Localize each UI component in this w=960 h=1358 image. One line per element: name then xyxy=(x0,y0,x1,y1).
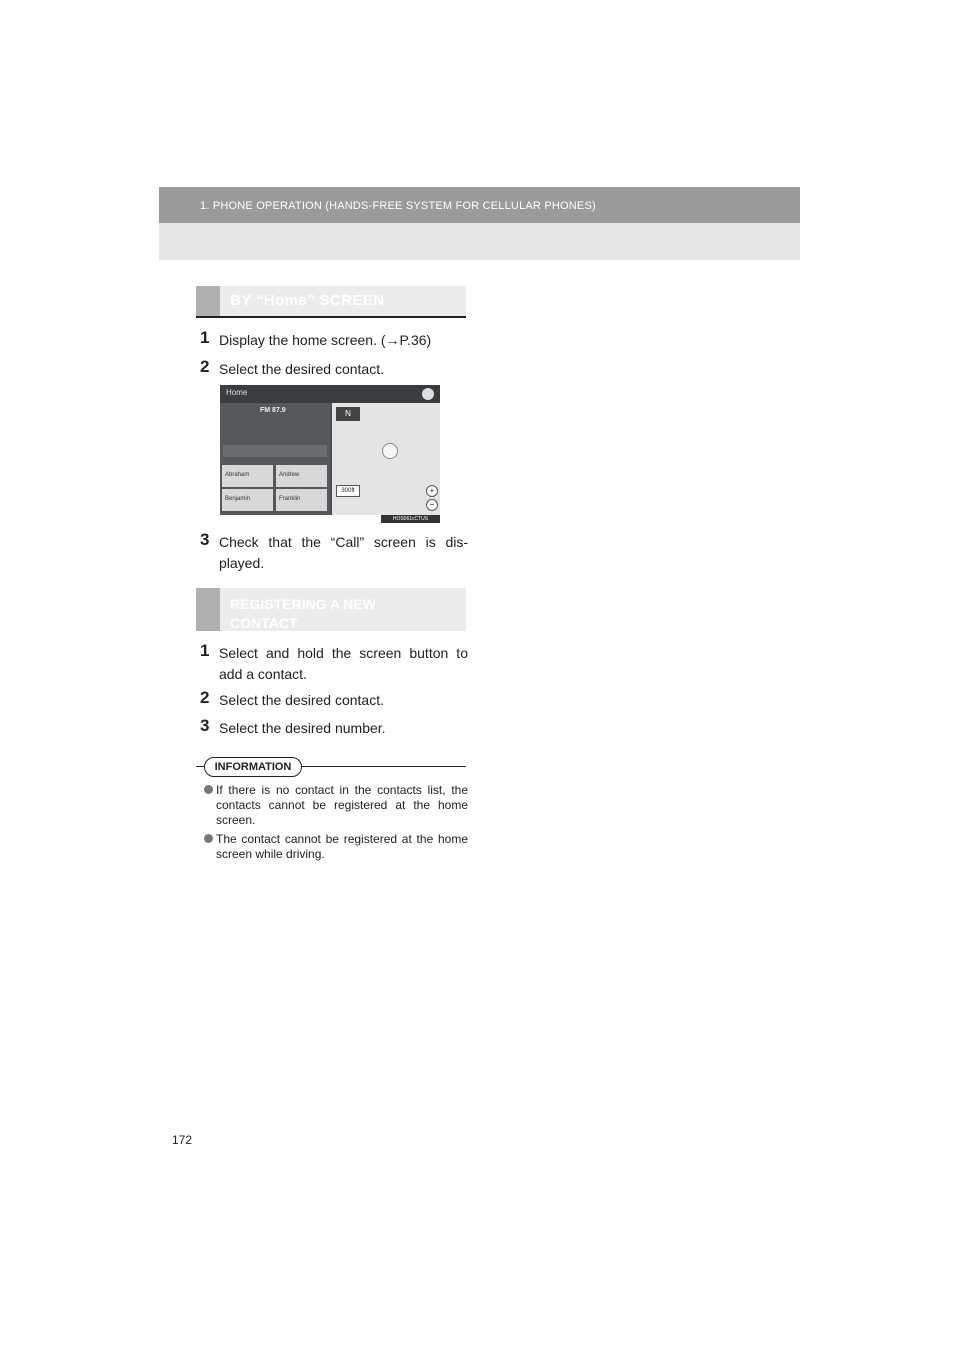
map-scale: 300ft xyxy=(336,485,360,497)
contact-button-andrew xyxy=(276,465,327,487)
contact-label: Franklin xyxy=(279,496,301,502)
page-number: 172 xyxy=(172,1133,193,1147)
map-panel xyxy=(332,403,440,515)
information-label: INFORMATION xyxy=(204,757,302,777)
section-heading-register-contact xyxy=(196,588,466,631)
home-screen-screenshot xyxy=(220,385,440,515)
section-tab xyxy=(196,588,220,631)
step-number: 3 xyxy=(200,716,210,735)
zoom-in-icon: + xyxy=(426,485,438,497)
step-number: 2 xyxy=(200,357,210,376)
header-bar xyxy=(159,187,800,223)
contact-label: Andrew xyxy=(279,472,300,478)
zoom-out-icon: − xyxy=(426,499,438,511)
header-title: 1. PHONE OPERATION (HANDS-FREE SYSTEM FOR CELLULAR PHONES) xyxy=(200,200,596,212)
bullet-text: The contact cannot be registered at the home screen while driving. xyxy=(216,832,468,861)
step-1 xyxy=(200,330,468,351)
section-heading-home-screen xyxy=(196,286,466,318)
step-number: 1 xyxy=(200,328,210,347)
step-text: Check that the “Call” screen is dis-played. xyxy=(219,534,468,571)
step-number: 1 xyxy=(200,641,210,660)
step-text: Select the desired contact. xyxy=(219,692,384,708)
step-2 xyxy=(200,359,468,380)
step-number: 3 xyxy=(200,530,210,549)
page-header xyxy=(159,187,800,260)
step-text: Select the desired number. xyxy=(219,720,386,736)
section-title: REGISTERING A NEW CONTACT xyxy=(230,596,376,631)
compass-icon: N xyxy=(336,407,360,421)
screen-title: Home xyxy=(226,388,248,397)
contact-button-benjamin xyxy=(222,489,273,511)
info-bullet xyxy=(204,832,468,862)
bullet-text: If there is no contact in the contacts list, the contacts cannot be registered at the home screen. xyxy=(216,783,468,827)
step-text: Display the home screen. (→P.36) xyxy=(219,332,432,348)
section-title: BY “Home” SCREEN xyxy=(230,292,385,309)
step-3 xyxy=(200,532,468,574)
contact-button-abraham xyxy=(222,465,273,487)
contact-label: Abraham xyxy=(225,472,250,478)
step-1 xyxy=(200,643,468,685)
step-text: Select and hold the screen button to add a contact. xyxy=(219,645,468,682)
gear-icon xyxy=(422,388,434,400)
bullet-icon xyxy=(204,834,213,843)
radio-station: FM 87.9 xyxy=(260,407,286,414)
info-bullet xyxy=(204,783,468,828)
screen-title-bar xyxy=(220,385,440,403)
section-tab xyxy=(196,286,220,316)
step-2 xyxy=(200,690,468,711)
media-controls xyxy=(223,445,327,457)
step-3 xyxy=(200,718,468,739)
bullet-icon xyxy=(204,785,213,794)
contact-label: Benjamin xyxy=(225,496,251,502)
vehicle-position-icon xyxy=(382,443,398,459)
image-code: HOS061cCTUS xyxy=(381,515,440,523)
step-number: 2 xyxy=(200,688,210,707)
step-text: Select the desired contact. xyxy=(219,361,384,377)
contact-button-franklin xyxy=(276,489,327,511)
